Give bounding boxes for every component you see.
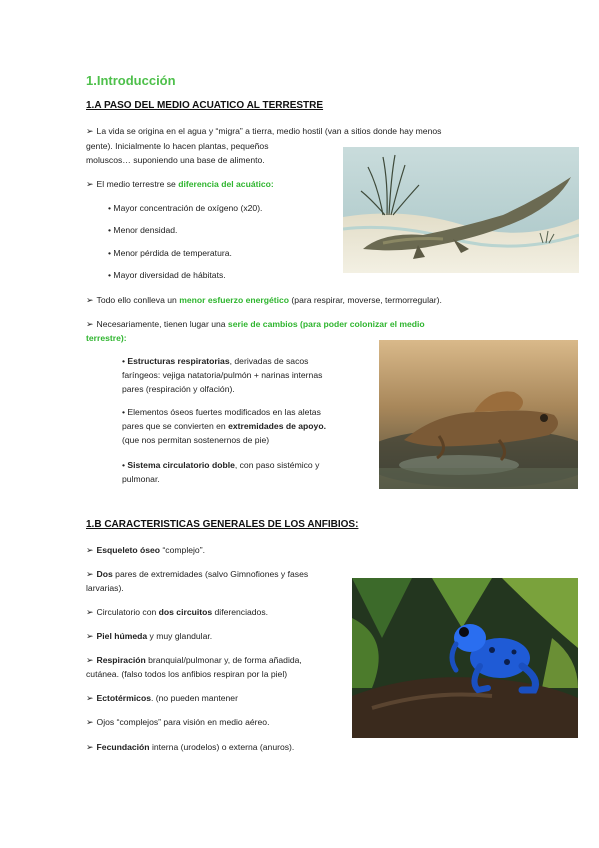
list-item: ➢ Ectotérmicos. (no pueden mantener: [86, 693, 238, 703]
bullet-icon: •: [108, 248, 112, 258]
paragraph-changes-line2: terrestre):: [86, 333, 127, 343]
arrow-bullet-icon: ➢: [86, 295, 94, 305]
list-item: • Menor pérdida de temperatura.: [108, 248, 232, 258]
arrow-bullet-icon: ➢: [86, 126, 94, 136]
change-item-circulatory-line2: pulmonar.: [122, 474, 160, 484]
list-item: ➢ Fecundación interna (urodelos) o externa (anuros).: [86, 742, 295, 752]
bullet-icon: •: [108, 270, 112, 280]
paragraph-energy: ➢ Todo ello conlleva un menor esfuerzo energético (para respirar, moverse, termorregular).: [86, 295, 442, 305]
change-item-bones-line3: (que nos permitan sostenernos de pie): [122, 435, 270, 445]
list-item-line2: cutánea. (falso todos los anfibios respiran por la piel): [86, 669, 288, 679]
change-item-respiratory-line2: faríngeos: vejiga natatoria/pulmón + narinas internas: [122, 370, 323, 380]
section-b-heading: 1.B CARACTERISTICAS GENERALES DE LOS ANFIBIOS:: [86, 519, 359, 530]
arrow-bullet-icon: ➢: [86, 655, 94, 665]
change-item-bones: • Elementos óseos fuertes modificados en las aletas: [122, 407, 321, 417]
list-item: ➢ Piel húmeda y muy glandular.: [86, 631, 213, 641]
mudskipper-photo: [379, 340, 578, 489]
bullet-icon: •: [122, 407, 126, 417]
paragraph-differences: ➢ El medio terrestre se diferencia del acuático:: [86, 179, 274, 189]
arrow-bullet-icon: ➢: [86, 607, 94, 617]
arrow-bullet-icon: ➢: [86, 742, 94, 752]
change-item-respiratory: • Estructuras respiratorias, derivadas de sacos: [122, 356, 309, 366]
paragraph-changes: ➢ Necesariamente, tienen lugar una serie de cambios (para poder colonizar el medio: [86, 319, 425, 329]
paragraph-origin-line3: moluscos… suponiendo una base de alimento.: [86, 155, 265, 165]
list-item: • Menor densidad.: [108, 225, 178, 235]
bullet-icon: •: [108, 225, 112, 235]
list-item: • Mayor diversidad de hábitats.: [108, 270, 226, 280]
arrow-bullet-icon: ➢: [86, 693, 94, 703]
tetrapod-illustration: [343, 147, 579, 273]
arrow-bullet-icon: ➢: [86, 631, 94, 641]
arrow-bullet-icon: ➢: [86, 319, 94, 329]
arrow-bullet-icon: ➢: [86, 569, 94, 579]
blue-frog-photo: [352, 578, 578, 738]
list-item: • Mayor concentración de oxígeno (x20).: [108, 203, 263, 213]
list-item: ➢ Respiración branquial/pulmonar y, de forma añadida,: [86, 655, 302, 665]
page-title: 1.Introducción: [86, 73, 176, 88]
bullet-icon: •: [122, 460, 126, 470]
bullet-icon: •: [108, 203, 112, 213]
arrow-bullet-icon: ➢: [86, 545, 94, 555]
paragraph-origin-line2: gente). Inicialmente lo hacen plantas, pequeños: [86, 141, 269, 151]
bullet-icon: •: [122, 356, 126, 366]
list-item: ➢ Circulatorio con dos circuitos diferenciados.: [86, 607, 269, 617]
list-item: ➢ Esqueleto óseo “complejo”.: [86, 545, 205, 555]
change-item-circulatory: • Sistema circulatorio doble, con paso sistémico y: [122, 460, 320, 470]
arrow-bullet-icon: ➢: [86, 179, 94, 189]
section-a-heading: 1.A PASO DEL MEDIO ACUATICO AL TERRESTRE: [86, 100, 324, 111]
list-item: ➢ Ojos “complejos” para visión en medio aéreo.: [86, 717, 270, 727]
list-item: ➢ Dos pares de extremidades (salvo Gimnofiones y fases: [86, 569, 309, 579]
list-item-line2: larvarias).: [86, 583, 124, 593]
change-item-bones-line2: pares que se convierten en extremidades de apoyo.: [122, 421, 326, 431]
arrow-bullet-icon: ➢: [86, 717, 94, 727]
paragraph-origin: ➢ La vida se origina en el agua y “migra” a tierra, medio hostil (van a sitios donde hay menos: [86, 126, 442, 136]
change-item-respiratory-line3: pares (respiración y olfación).: [122, 384, 235, 394]
